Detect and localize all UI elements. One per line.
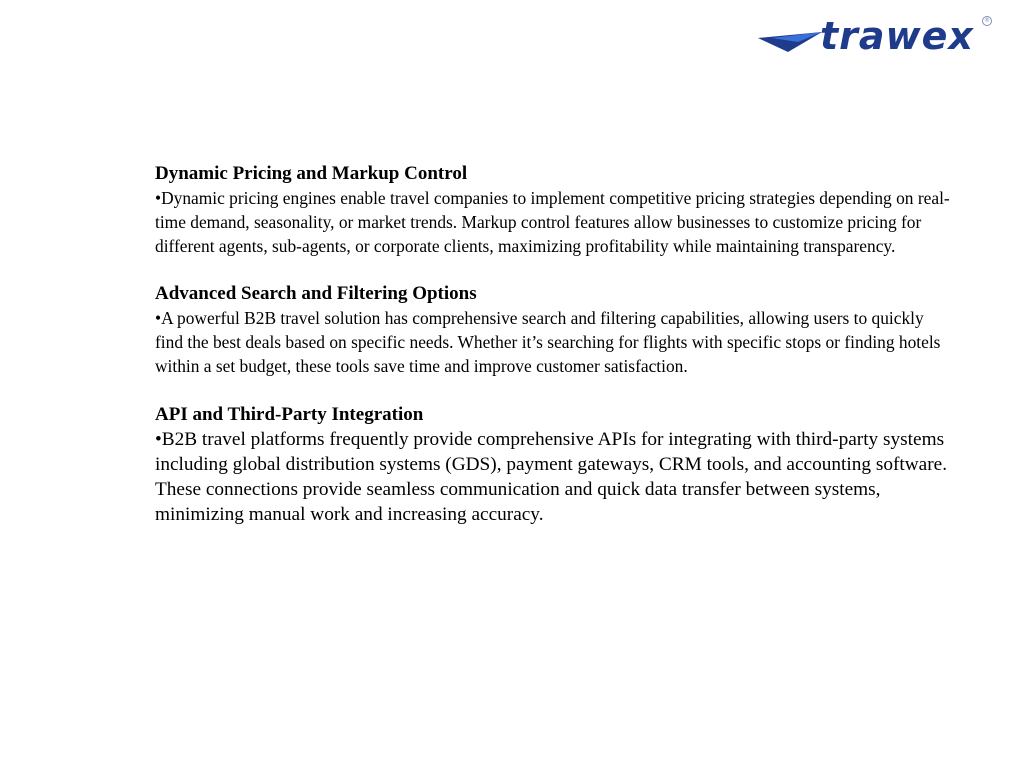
section-heading: Advanced Search and Filtering Options	[155, 283, 477, 304]
section-heading: Dynamic Pricing and Markup Control	[155, 163, 468, 184]
section-dynamic-pricing	[155, 162, 955, 258]
section-advanced-search	[155, 282, 955, 378]
section-body: •B2B travel platforms frequently provide comprehensive APIs for integrating with third-party systems including global distribution systems (GDS), payment gateways, CRM tools, and accounting software. These connections provide seamless communication and quick data transfer between systems, minimizing manual work and increasing accuracy.	[155, 429, 948, 525]
trawex-logo	[758, 14, 994, 58]
section-api-integration	[155, 402, 955, 527]
section-body: •Dynamic pricing engines enable travel companies to implement competitive pricing strategies depending on real-time demand, seasonality, or market trends. Markup control features allow businesses to customize pricing for different agents, sub-agents, or corporate clients, maximizing profitability while maintaining transparency.	[155, 188, 950, 256]
slide-content	[155, 162, 955, 551]
arrow-wing-icon	[758, 28, 822, 52]
logo-wordmark: trawex	[820, 14, 974, 58]
section-body: •A powerful B2B travel solution has comprehensive search and filtering capabilities, allowing users to quickly find the best deals based on specific needs. Whether it’s searching for flights with specific stops or finding hotels within a set budget, these tools save time and improve customer satisfaction.	[155, 308, 941, 376]
section-heading: API and Third-Party Integration	[155, 404, 424, 425]
registered-mark-icon: ®	[984, 17, 990, 24]
